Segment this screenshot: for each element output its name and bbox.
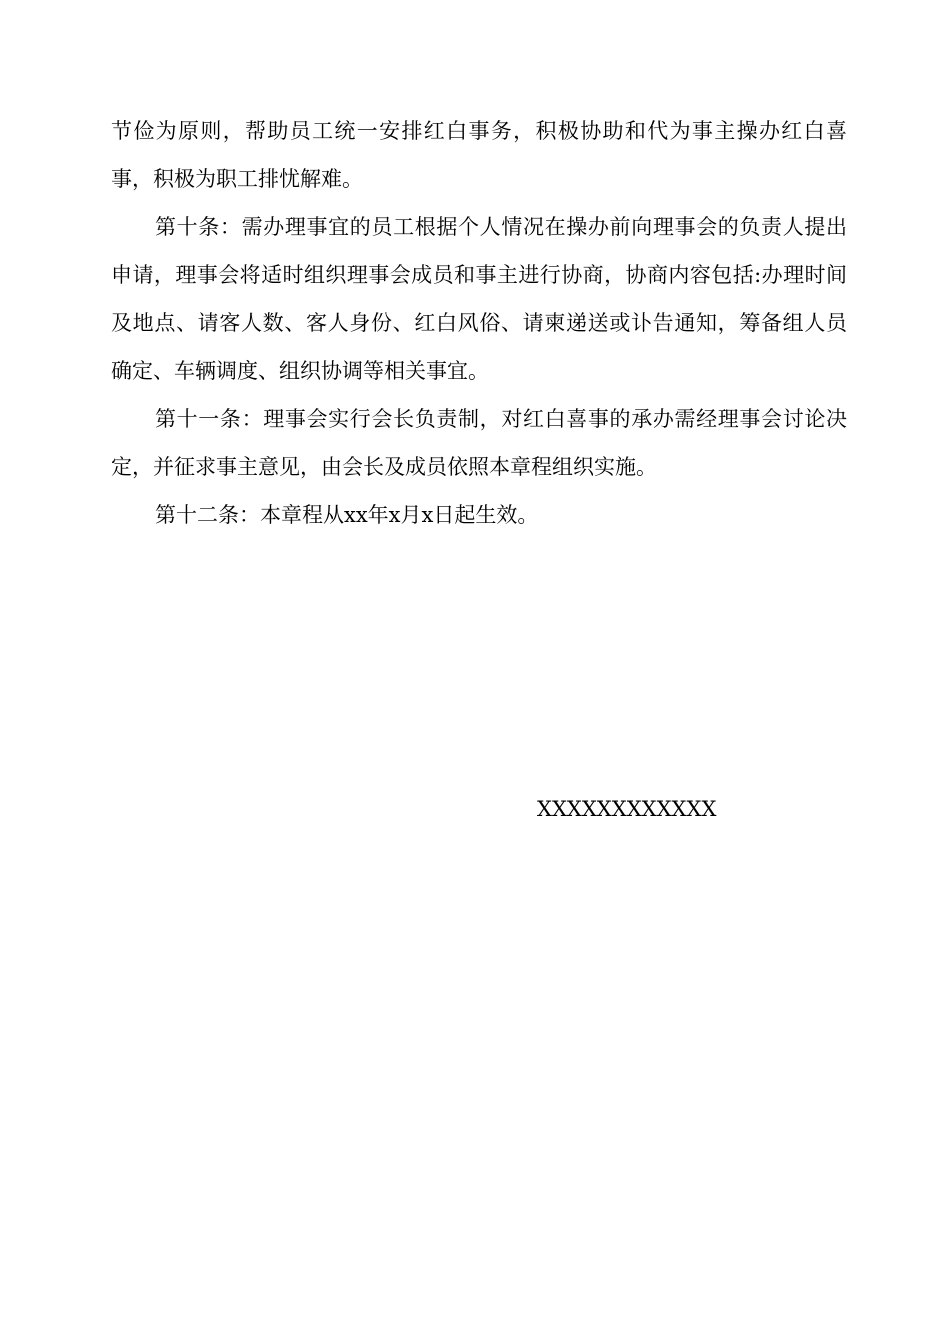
paragraph-1-line-2: 事，积极为职工排忧解难。 [111,167,363,191]
article-10-line-3: 及地点、请客人数、客人身份、红白风俗、请柬递送或讣告通知，筹备组人员 [111,311,847,335]
article-10-line-2: 申请，理事会将适时组织理事会成员和事主进行协商，协商内容包括:办理时间 [111,263,847,287]
article-11-line-1: 第十一条：理事会实行会长负责制，对红白喜事的承办需经理事会讨论决 [155,407,847,431]
paragraph-1-line-1: 节俭为原则，帮助员工统一安排红白事务，积极协助和代为事主操办红白喜 [111,119,847,143]
article-10-line-1: 第十条：需办理事宜的员工根据个人情况在操办前向理事会的负责人提出 [155,215,847,239]
article-11-line-2: 定，并征求事主意见，由会长及成员依照本章程组织实施。 [111,455,657,479]
article-12-line-1: 第十二条：本章程从xx年x月x日起生效。 [155,503,539,527]
article-10-line-4: 确定、车辆调度、组织协调等相关事宜。 [111,359,489,383]
signature: XXXXXXXXXXXX [537,797,717,821]
